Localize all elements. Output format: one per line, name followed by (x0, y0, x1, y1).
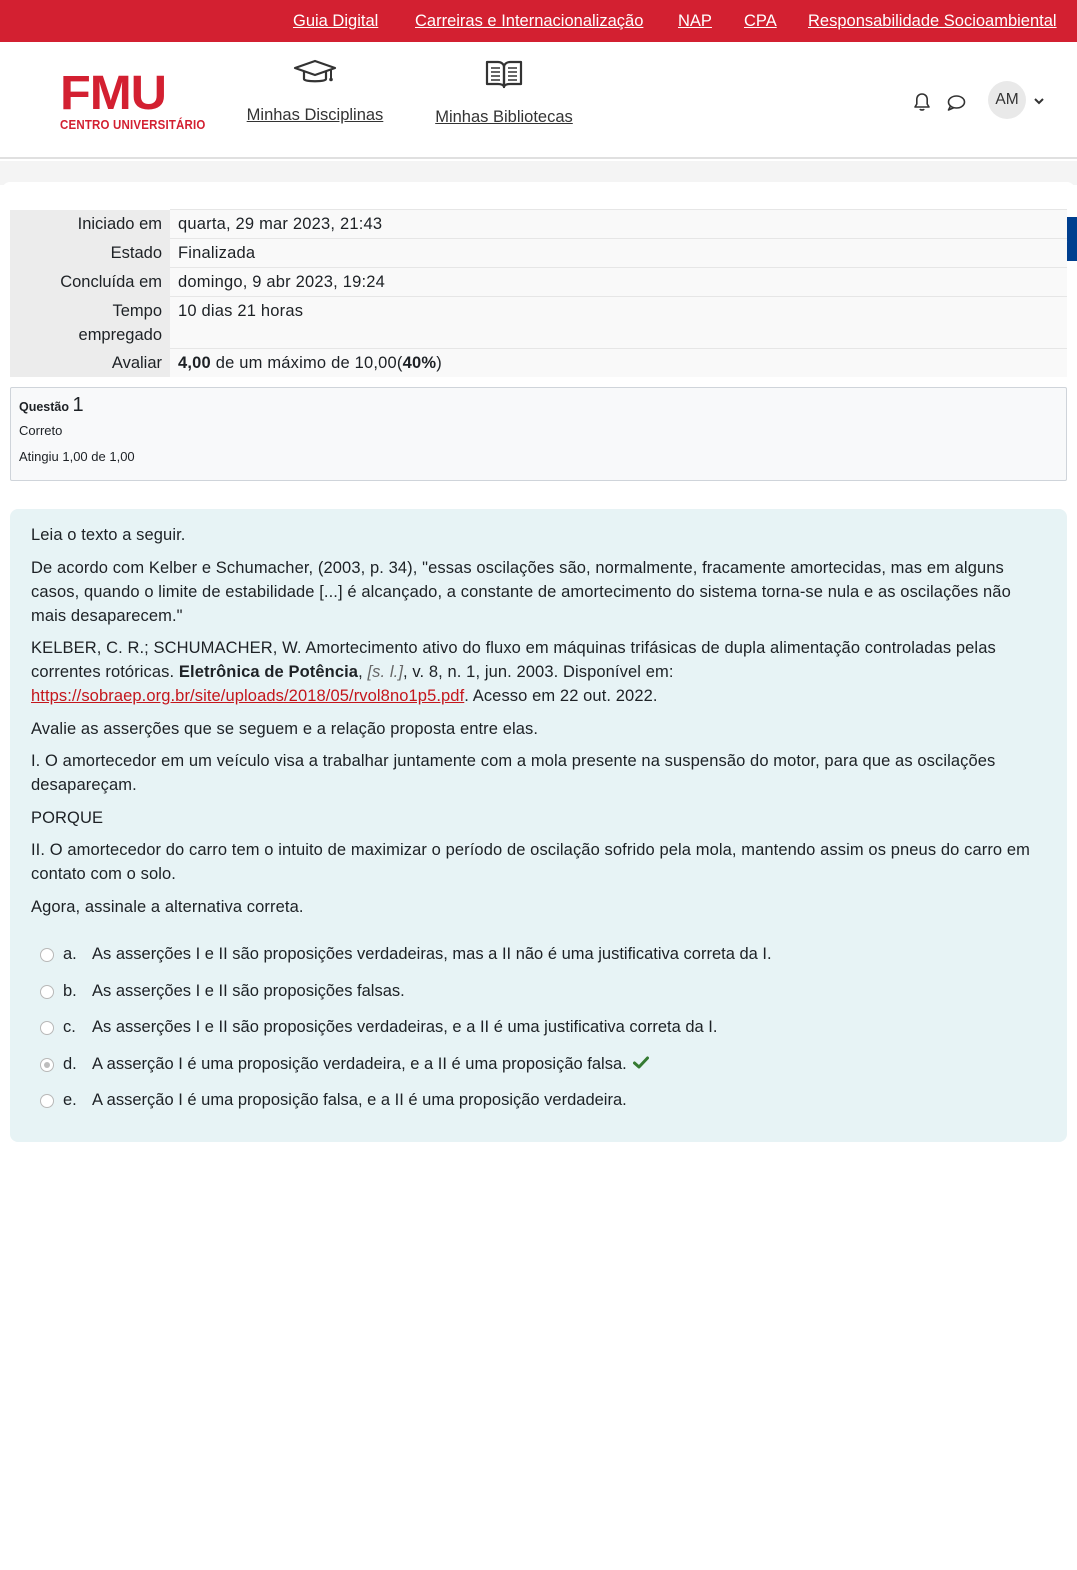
question-number (19, 394, 1058, 417)
question-paragraph: Leia o texto a seguir. (31, 526, 186, 544)
answer-letter: c. (63, 1018, 76, 1036)
question-paragraph: I. O amortecedor em um veículo visa a trabalhar juntamente com a mola presente na suspensão do motor, para que as oscilações desapareçam. (31, 752, 996, 794)
ref-journal: Eletrônica de Potência (178, 663, 359, 681)
nav-label-disciplinas: Minhas Disciplinas (246, 106, 384, 124)
answer-letter: a. (63, 945, 77, 963)
link-responsabilidade[interactable]: Responsabilidade Socioambiental (808, 12, 1057, 30)
answer-text: As asserções I e II são proposições verdadeiras, mas a II não é uma justificativa correta da I. (92, 945, 772, 963)
answer-text: A asserção I é uma proposição verdadeira, e a II é uma proposição falsa. (92, 1054, 627, 1073)
logo-main: FMU (60, 67, 167, 120)
question-number-value: 1 (72, 394, 84, 416)
link-nap[interactable]: NAP (678, 12, 712, 30)
table-row (10, 349, 1067, 378)
table-row (10, 210, 1067, 239)
answer-letter: b. (63, 981, 77, 1000)
question-paragraph: Agora, assinale a alternativa correta. (31, 897, 304, 916)
question-reference (31, 636, 1046, 708)
ref-text: KELBER, C. R.; SCHUMACHER, W. Amortecimento ativo do fluxo em máquinas trifásicas de dupla alimentação controladas pelas correntes rotóricas. (31, 639, 996, 681)
avatar[interactable]: AM (988, 81, 1026, 119)
summary-label: Tempo empregado (10, 297, 170, 349)
answer-radio[interactable] (40, 985, 54, 999)
chevron-down-icon[interactable] (1033, 97, 1045, 105)
summary-label: Iniciado em (10, 210, 170, 239)
answer-letter: e. (63, 1091, 77, 1109)
answer-text: A asserção I é uma proposição falsa, e a II é uma proposição verdadeira. (92, 1091, 627, 1109)
question-info (10, 387, 1067, 481)
summary-value: quarta, 29 mar 2023, 21:43 (170, 210, 1067, 239)
bell-icon[interactable] (913, 92, 931, 112)
site-header (0, 42, 1077, 159)
fmu-logo[interactable] (60, 67, 206, 132)
question-paragraph: II. O amortecedor do carro tem o intuito de maximizar o período de oscilação sofrido pela mola, mantendo assim os pneus do carro em contato com o solo. (31, 841, 1030, 883)
summary-value: domingo, 9 abr 2023, 19:24 (170, 268, 1067, 297)
question-status: Correto (19, 423, 63, 438)
link-guia-digital[interactable]: Guia Digital (293, 12, 379, 30)
attempt-summary-table (10, 209, 1067, 377)
ref-place: [s. l.] (367, 663, 404, 681)
summary-value: Finalizada (170, 239, 1067, 268)
grade-end: ) (436, 354, 442, 372)
question-points: Atingiu 1,00 de 1,00 (19, 449, 135, 464)
answer-text: As asserções I e II são proposições verdadeiras, e a II é uma justificativa correta da I. (92, 1018, 718, 1036)
logo-sub: CENTRO UNIVERSITÁRIO (60, 118, 206, 132)
table-row (10, 268, 1067, 297)
chat-icon[interactable] (946, 94, 966, 112)
top-bar (0, 0, 1077, 42)
summary-value: 10 dias 21 horas (170, 297, 1067, 349)
summary-label: Estado (10, 239, 170, 268)
summary-label: Concluída em (10, 268, 170, 297)
open-book-icon (484, 58, 524, 90)
question-text (10, 509, 1067, 1142)
answer-text-wrap (92, 1052, 649, 1076)
question-label: Questão (19, 400, 70, 414)
link-cpa[interactable]: CPA (744, 12, 777, 30)
link-carreiras[interactable]: Carreiras e Internacionalização (415, 12, 644, 30)
check-icon (633, 1056, 649, 1069)
answer-radio[interactable] (40, 1021, 54, 1035)
question-paragraph: De acordo com Kelber e Schumacher, (2003, p. 34), "essas oscilações são, normalmente, fracamente amortecidas, mas em alguns casos, quando o limite de estabilidade [...] é alcançado, a constante de amortecimento do sistema torna-se nula e as oscilações não mais desaparecem." (31, 558, 1011, 625)
answer-radio-selected[interactable] (40, 1058, 54, 1072)
question-paragraph: Avalie as asserções que se seguem e a relação proposta entre elas. (31, 719, 539, 738)
question-paragraph: PORQUE (31, 808, 104, 827)
summary-label: Avaliar (10, 349, 170, 378)
ref-link[interactable]: https://sobraep.org.br/site/uploads/2018/05/rvol8no1p5.pdf (31, 687, 465, 705)
grade-middle: de um máximo de 10,00( (210, 354, 403, 372)
ref-text: . Acesso em 22 out. 2022. (464, 687, 658, 705)
grade-percent: 40% (402, 354, 437, 372)
ref-comma: , (358, 663, 368, 681)
graduation-cap-icon (293, 58, 337, 88)
nav-minhas-bibliotecas[interactable] (435, 58, 573, 127)
answer-text: As asserções I e II são proposições falsas. (92, 981, 405, 1000)
summary-grade (170, 349, 1067, 378)
answer-radio[interactable] (40, 948, 54, 962)
nav-minhas-disciplinas[interactable] (246, 58, 384, 125)
ref-text: , v. 8, n. 1, jun. 2003. Disponível em: (403, 663, 674, 681)
nav-label-bibliotecas: Minhas Bibliotecas (435, 108, 573, 126)
answer-radio[interactable] (40, 1094, 54, 1108)
table-row (10, 239, 1067, 268)
grade-score: 4,00 (178, 354, 211, 372)
table-row (10, 297, 1067, 349)
answer-letter: d. (63, 1054, 77, 1073)
